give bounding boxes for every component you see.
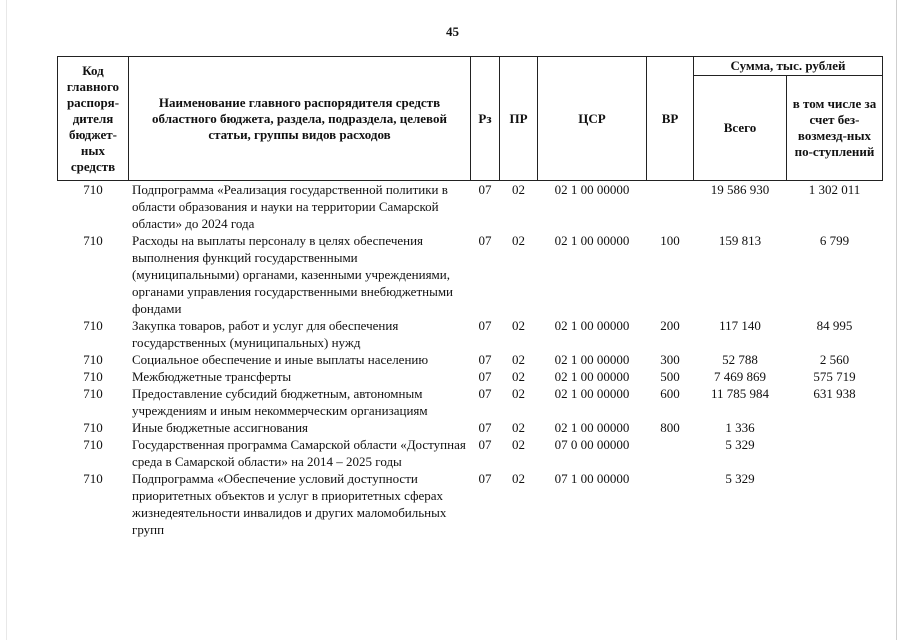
cell-name: Государственная программа Самарской области «Доступная среда в Самарской области» на 2014 – 2025 годы <box>132 437 466 469</box>
cell-free: 575 719 <box>813 369 856 384</box>
table-row <box>58 368 883 385</box>
cell-csr: 02 1 00 00000 <box>554 318 630 333</box>
table-row <box>58 470 883 538</box>
cell-rz: 07 <box>478 318 492 333</box>
cell-name: Закупка товаров, работ и услуг для обеспечения государственных (муниципальных) нужд <box>132 318 399 350</box>
cell-vr: 500 <box>660 369 680 384</box>
cell-pr: 02 <box>512 352 525 367</box>
cell-code: 710 <box>83 386 103 401</box>
cell-csr: 02 1 00 00000 <box>554 420 630 435</box>
cell-rz: 07 <box>478 437 492 452</box>
header-free: в том числе за счет без-возмезд-ных по-ступлений <box>787 76 883 181</box>
cell-name: Межбюджетные трансферты <box>132 369 292 384</box>
table-row <box>58 317 883 351</box>
cell-code: 710 <box>83 471 103 486</box>
table-row <box>58 385 883 419</box>
cell-rz: 07 <box>478 386 492 401</box>
cell-csr: 02 1 00 00000 <box>554 386 630 401</box>
table-row <box>58 181 883 233</box>
cell-rz: 07 <box>471 181 500 233</box>
cell-free: 6 799 <box>819 233 850 248</box>
cell-free <box>787 470 883 538</box>
header-csr: ЦСР <box>538 57 647 181</box>
cell-vr: 200 <box>660 318 680 333</box>
cell-csr: 02 1 00 00000 <box>554 369 630 384</box>
cell-pr: 02 <box>512 233 525 248</box>
cell-rz: 07 <box>478 233 492 248</box>
table-row <box>58 232 883 317</box>
header-name: Наименование главного распорядителя средств областного бюджета, раздела, подраздела, целевой статьи, группы видов расходов <box>129 57 471 181</box>
cell-vr: 600 <box>660 386 680 401</box>
cell-rz: 07 <box>478 352 492 367</box>
cell-name: Подпрограмма «Реализация государственной политики в области образования и науки на территории Самарской области» до 2024 года <box>129 181 471 233</box>
budget-table <box>57 56 883 538</box>
cell-total: 5 329 <box>725 437 755 452</box>
header-vr: ВР <box>647 57 694 181</box>
cell-csr: 02 1 00 00000 <box>554 352 630 367</box>
cell-csr: 07 1 00 00000 <box>554 471 630 486</box>
cell-code: 710 <box>83 420 103 435</box>
cell-pr: 02 <box>500 181 538 233</box>
table-header <box>58 57 883 181</box>
cell-rz: 07 <box>478 471 492 486</box>
cell-csr: 02 1 00 00000 <box>538 181 647 233</box>
header-pr: ПР <box>500 57 538 181</box>
cell-name: Иные бюджетные ассигнования <box>132 420 309 435</box>
cell-code: 710 <box>83 437 103 452</box>
cell-pr: 02 <box>512 471 525 486</box>
cell-name: Предоставление субсидий бюджетным, автономным учреждениям и иным некоммерческим организациям <box>132 386 428 418</box>
cell-code: 710 <box>83 318 103 333</box>
cell-vr: 100 <box>660 233 680 248</box>
table-row <box>58 351 883 368</box>
cell-code: 710 <box>83 352 103 367</box>
scan-edge-left <box>6 0 7 640</box>
cell-free: 1 302 011 <box>787 181 883 233</box>
cell-rz: 07 <box>478 369 492 384</box>
table-body <box>58 181 883 539</box>
cell-total: 19 586 930 <box>694 181 787 233</box>
page-number: 45 <box>446 24 459 39</box>
cell-rz: 07 <box>478 420 492 435</box>
cell-name: Социальное обеспечение и иные выплаты населению <box>132 352 429 367</box>
cell-free <box>787 436 883 470</box>
cell-total: 159 813 <box>718 233 762 248</box>
header-rz: Рз <box>471 57 500 181</box>
cell-pr: 02 <box>512 369 525 384</box>
header-sum: Сумма, тыс. рублей <box>694 57 883 76</box>
cell-name: Подпрограмма «Обеспечение условий доступности приоритетных объектов и услуг в приоритетных сферах жизнедеятельности инвалидов и других маломобильных групп <box>132 471 447 537</box>
cell-total: 117 140 <box>719 318 761 333</box>
cell-pr: 02 <box>512 437 525 452</box>
header-code: Код главного распоря-дителя бюджет-ных средств <box>58 57 129 181</box>
cell-code: 710 <box>58 181 129 233</box>
cell-pr: 02 <box>512 318 525 333</box>
cell-csr: 07 0 00 00000 <box>554 437 630 452</box>
cell-vr: 300 <box>660 352 680 367</box>
cell-vr <box>647 470 694 538</box>
cell-vr <box>647 436 694 470</box>
cell-pr: 02 <box>512 386 525 401</box>
cell-total: 5 329 <box>725 471 755 486</box>
cell-free <box>787 419 883 436</box>
cell-name: Расходы на выплаты персоналу в целях обеспечения выполнения функций государственными (муниципальными) органами, казенными учреждениями, органами управления государственными внебюджетными фондами <box>132 233 454 316</box>
cell-code: 710 <box>83 369 103 384</box>
table-row <box>58 436 883 470</box>
header-total: Всего <box>694 76 787 181</box>
cell-total: 1 336 <box>725 420 755 435</box>
cell-total: 52 788 <box>722 352 758 367</box>
cell-free: 2 560 <box>819 352 850 367</box>
cell-total: 7 469 869 <box>714 369 766 384</box>
table-row <box>58 419 883 436</box>
cell-csr: 02 1 00 00000 <box>554 233 630 248</box>
cell-vr <box>647 181 694 233</box>
cell-pr: 02 <box>512 420 525 435</box>
cell-vr: 800 <box>660 420 680 435</box>
cell-total: 11 785 984 <box>710 386 770 401</box>
scan-edge-right <box>896 0 897 640</box>
cell-free: 84 995 <box>816 318 853 333</box>
cell-free: 631 938 <box>813 386 856 401</box>
cell-code: 710 <box>83 233 103 248</box>
